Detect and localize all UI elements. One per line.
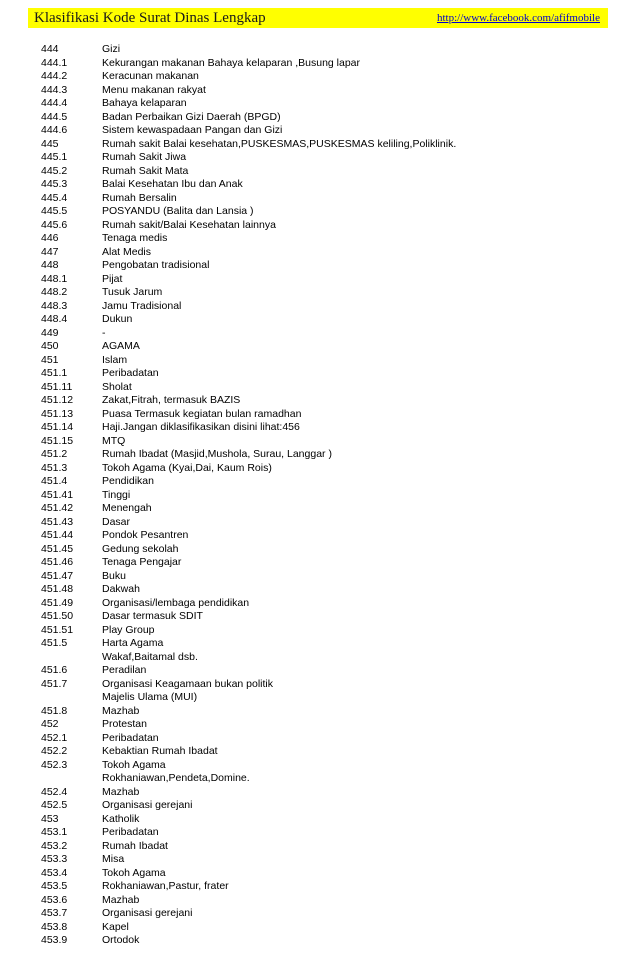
classification-code: 449 — [41, 326, 59, 339]
list-item — [0, 759, 638, 773]
classification-description: Pondok Pesantren — [102, 529, 189, 541]
classification-code: 445.4 — [41, 191, 68, 204]
classification-description: Ortodok — [102, 934, 140, 946]
list-item — [0, 597, 638, 611]
classification-description: Bahaya kelaparan — [102, 97, 187, 109]
classification-code: 451 — [41, 353, 59, 366]
classification-code: 451.3 — [41, 461, 68, 474]
list-item — [0, 543, 638, 557]
classification-code: 453.1 — [41, 826, 68, 838]
classification-description: Rumah sakit/Balai Kesehatan lainnya — [102, 218, 276, 231]
header-title: Klasifikasi Kode Surat Dinas Lengkap — [34, 9, 266, 26]
list-item — [0, 705, 638, 719]
classification-code: 451.12 — [41, 394, 74, 406]
classification-description: AGAMA — [102, 340, 140, 352]
classification-description: Rumah Sakit Mata — [102, 164, 189, 177]
classification-code: 451.13 — [41, 407, 74, 420]
classification-description: Alat Medis — [102, 245, 152, 258]
list-item — [0, 880, 638, 894]
classification-description: Wakaf,Baitamal dsb. — [102, 650, 198, 663]
list-item — [0, 70, 638, 84]
list-item — [0, 273, 638, 287]
classification-code: 451.51 — [41, 623, 74, 636]
list-item — [0, 867, 638, 881]
list-item — [0, 516, 638, 530]
classification-description: Tinggi — [102, 488, 131, 501]
list-item — [0, 475, 638, 489]
classification-description: Mazhab — [102, 704, 140, 717]
classification-description: Rumah Bersalin — [102, 191, 177, 204]
classification-description: Gedung sekolah — [102, 542, 179, 555]
classification-description: Menengah — [102, 502, 152, 514]
classification-code: 451.14 — [41, 421, 74, 433]
list-item — [0, 381, 638, 395]
list-item — [0, 394, 638, 408]
classification-description: Peribadatan — [102, 367, 159, 379]
classification-code: 448.4 — [41, 313, 68, 325]
classification-code: 448.1 — [41, 272, 68, 285]
list-item — [0, 570, 638, 584]
classification-code: 451.11 — [41, 380, 73, 393]
classification-description: Tokoh Agama — [102, 866, 166, 879]
classification-description: Islam — [102, 353, 128, 366]
classification-code: 452 — [41, 718, 59, 730]
list-item — [0, 826, 638, 840]
list-item — [0, 637, 638, 651]
classification-description: Katholik — [102, 812, 140, 825]
list-item — [0, 786, 638, 800]
classification-code: 444.2 — [41, 70, 68, 82]
classification-code: 448.3 — [41, 299, 68, 312]
page-header — [28, 8, 608, 28]
list-item — [0, 489, 638, 503]
classification-code: 451.44 — [41, 529, 74, 541]
classification-code: 451.1 — [41, 367, 68, 379]
classification-description: Dasar termasuk SDIT — [102, 610, 203, 622]
classification-code: 453.3 — [41, 853, 68, 865]
classification-description: Sholat — [102, 380, 132, 393]
classification-description: Dasar — [102, 515, 131, 528]
list-item — [0, 934, 638, 948]
list-item — [0, 408, 638, 422]
classification-description: Balai Kesehatan Ibu dan Anak — [102, 178, 243, 190]
classification-description: Tenaga medis — [102, 232, 168, 244]
list-item — [0, 853, 638, 867]
classification-description: Tokoh Agama — [102, 758, 166, 771]
list-item — [0, 556, 638, 570]
classification-description: Protestan — [102, 718, 147, 730]
classification-code: 451.5 — [41, 637, 68, 649]
classification-description: Kebaktian Rumah Ibadat — [102, 745, 218, 757]
list-item — [0, 327, 638, 341]
classification-description: Badan Perbaikan Gizi Daerah (BPGD) — [102, 110, 281, 123]
classification-description: Organisasi/lembaga pendidikan — [102, 596, 250, 609]
classification-code: 451.46 — [41, 556, 74, 568]
classification-description: Gizi — [102, 43, 121, 55]
list-item — [0, 43, 638, 57]
list-item — [0, 124, 638, 138]
classification-code: 447 — [41, 245, 59, 258]
list-item — [0, 664, 638, 678]
list-item — [0, 529, 638, 543]
list-item — [0, 232, 638, 246]
list-item — [0, 583, 638, 597]
classification-code: 451.6 — [41, 664, 68, 676]
list-item — [0, 300, 638, 314]
classification-code: 452.1 — [41, 731, 68, 744]
classification-code: 453.4 — [41, 866, 68, 879]
classification-code: 452.2 — [41, 745, 68, 757]
classification-description: Organisasi gerejani — [102, 907, 193, 919]
list-item — [0, 678, 638, 692]
classification-description: Tenaga Pengajar — [102, 556, 182, 568]
classification-list — [0, 43, 638, 948]
classification-description: Majelis Ulama (MUI) — [102, 691, 198, 703]
classification-code: 452.4 — [41, 785, 68, 798]
classification-code: 451.7 — [41, 677, 68, 690]
list-item — [0, 340, 638, 354]
classification-description: Keracunan makanan — [102, 70, 199, 82]
classification-code: 445 — [41, 137, 59, 150]
classification-description: Harta Agama — [102, 637, 164, 649]
list-item — [0, 84, 638, 98]
classification-description: Mazhab — [102, 785, 140, 798]
classification-code: 445.2 — [41, 164, 68, 177]
classification-description: Jamu Tradisional — [102, 299, 182, 312]
list-item — [0, 367, 638, 381]
classification-description: Dakwah — [102, 583, 140, 595]
list-item — [0, 165, 638, 179]
list-item — [0, 813, 638, 827]
list-item — [0, 192, 638, 206]
classification-code: 445.6 — [41, 218, 68, 231]
list-item — [0, 178, 638, 192]
classification-description: Pijat — [102, 272, 123, 285]
list-item — [0, 772, 638, 786]
list-item — [0, 907, 638, 921]
classification-description: Kapel — [102, 920, 129, 933]
classification-code: 453.8 — [41, 920, 68, 933]
list-item — [0, 799, 638, 813]
classification-code: 444.1 — [41, 56, 68, 69]
classification-code: 451.47 — [41, 569, 74, 582]
classification-code: 451.50 — [41, 610, 74, 622]
classification-code: 453 — [41, 812, 59, 825]
classification-code: 451.42 — [41, 502, 74, 514]
classification-description: Rumah Sakit Jiwa — [102, 151, 187, 163]
list-item — [0, 921, 638, 935]
list-item — [0, 246, 638, 260]
classification-description: Organisasi Keagamaan bukan politik — [102, 677, 274, 690]
classification-code: 451.45 — [41, 542, 74, 555]
classification-description: Organisasi gerejani — [102, 799, 193, 811]
classification-code: 451.41 — [41, 488, 74, 501]
list-item — [0, 610, 638, 624]
list-item — [0, 435, 638, 449]
list-item — [0, 651, 638, 665]
classification-description: Zakat,Fitrah, termasuk BAZIS — [102, 394, 241, 406]
list-item — [0, 354, 638, 368]
classification-description: Pengobatan tradisional — [102, 259, 210, 271]
classification-description: Haji.Jangan diklasifikasikan disini lihat:456 — [102, 421, 300, 433]
list-item — [0, 138, 638, 152]
classification-code: 451.49 — [41, 596, 74, 609]
classification-description: Menu makanan rakyat — [102, 83, 206, 96]
list-item — [0, 259, 638, 273]
classification-description: Tusuk Jarum — [102, 286, 163, 298]
classification-code: 451.43 — [41, 515, 74, 528]
classification-description: Peribadatan — [102, 731, 159, 744]
classification-code: 451.48 — [41, 583, 74, 595]
list-item — [0, 286, 638, 300]
list-item — [0, 624, 638, 638]
classification-code: 444.5 — [41, 110, 68, 123]
classification-description: Rokhaniawan,Pendeta,Domine. — [102, 772, 250, 784]
classification-description: Rumah Ibadat — [102, 839, 168, 852]
classification-code: 448 — [41, 259, 59, 271]
classification-code: 453.2 — [41, 839, 68, 852]
list-item — [0, 732, 638, 746]
list-item — [0, 97, 638, 111]
classification-code: 453.5 — [41, 880, 68, 892]
classification-description: Misa — [102, 853, 125, 865]
classification-code: 453.7 — [41, 907, 68, 919]
classification-code: 452.3 — [41, 758, 68, 771]
classification-code: 452.5 — [41, 799, 68, 811]
classification-code: 451.8 — [41, 704, 68, 717]
classification-code: 450 — [41, 340, 59, 352]
classification-code: 444.6 — [41, 124, 68, 136]
classification-description: Puasa Termasuk kegiatan bulan ramadhan — [102, 407, 302, 420]
list-item — [0, 421, 638, 435]
classification-code: 445.3 — [41, 178, 68, 190]
list-item — [0, 840, 638, 854]
classification-code: 453.6 — [41, 893, 68, 906]
classification-description: Peribadatan — [102, 826, 159, 838]
classification-code: 445.1 — [41, 151, 68, 163]
list-item — [0, 151, 638, 165]
classification-code: 445.5 — [41, 205, 68, 217]
header-link[interactable]: http://www.facebook.com/afifmobile — [436, 12, 600, 24]
classification-description: Dukun — [102, 313, 133, 325]
classification-description: Tokoh Agama (Kyai,Dai, Kaum Rois) — [102, 461, 272, 474]
classification-code: 451.4 — [41, 475, 68, 487]
classification-description: Sistem kewaspadaan Pangan dan Gizi — [102, 124, 283, 136]
classification-description: Rokhaniawan,Pastur, frater — [102, 880, 229, 892]
list-item — [0, 745, 638, 759]
classification-description: Mazhab — [102, 893, 140, 906]
list-item — [0, 57, 638, 71]
classification-code: 444.3 — [41, 83, 68, 96]
list-item — [0, 894, 638, 908]
list-item — [0, 462, 638, 476]
list-item — [0, 718, 638, 732]
list-item — [0, 313, 638, 327]
classification-description: Play Group — [102, 623, 155, 636]
classification-code: 453.9 — [41, 934, 68, 946]
classification-description: Pendidikan — [102, 475, 154, 487]
list-item — [0, 205, 638, 219]
classification-code: 448.2 — [41, 286, 68, 298]
classification-code: 451.15 — [41, 434, 74, 447]
classification-code: 451.2 — [41, 448, 68, 460]
list-item — [0, 691, 638, 705]
classification-code: 444.4 — [41, 97, 68, 109]
classification-description: MTQ — [102, 434, 126, 447]
classification-description: POSYANDU (Balita dan Lansia ) — [102, 205, 254, 217]
classification-description: Rumah sakit Balai kesehatan,PUSKESMAS,PUSKESMAS keliling,Poliklinik. — [102, 137, 457, 150]
classification-description: Kekurangan makanan Bahaya kelaparan ,Busung lapar — [102, 56, 361, 69]
list-item — [0, 219, 638, 233]
classification-code: 446 — [41, 232, 59, 244]
list-item — [0, 502, 638, 516]
classification-code: 444 — [41, 43, 59, 55]
classification-description: Buku — [102, 569, 126, 582]
classification-description: - — [102, 326, 106, 339]
list-item — [0, 448, 638, 462]
classification-description: Peradilan — [102, 664, 147, 676]
classification-description: Rumah Ibadat (Masjid,Mushola, Surau, Langgar ) — [102, 448, 332, 460]
list-item — [0, 111, 638, 125]
